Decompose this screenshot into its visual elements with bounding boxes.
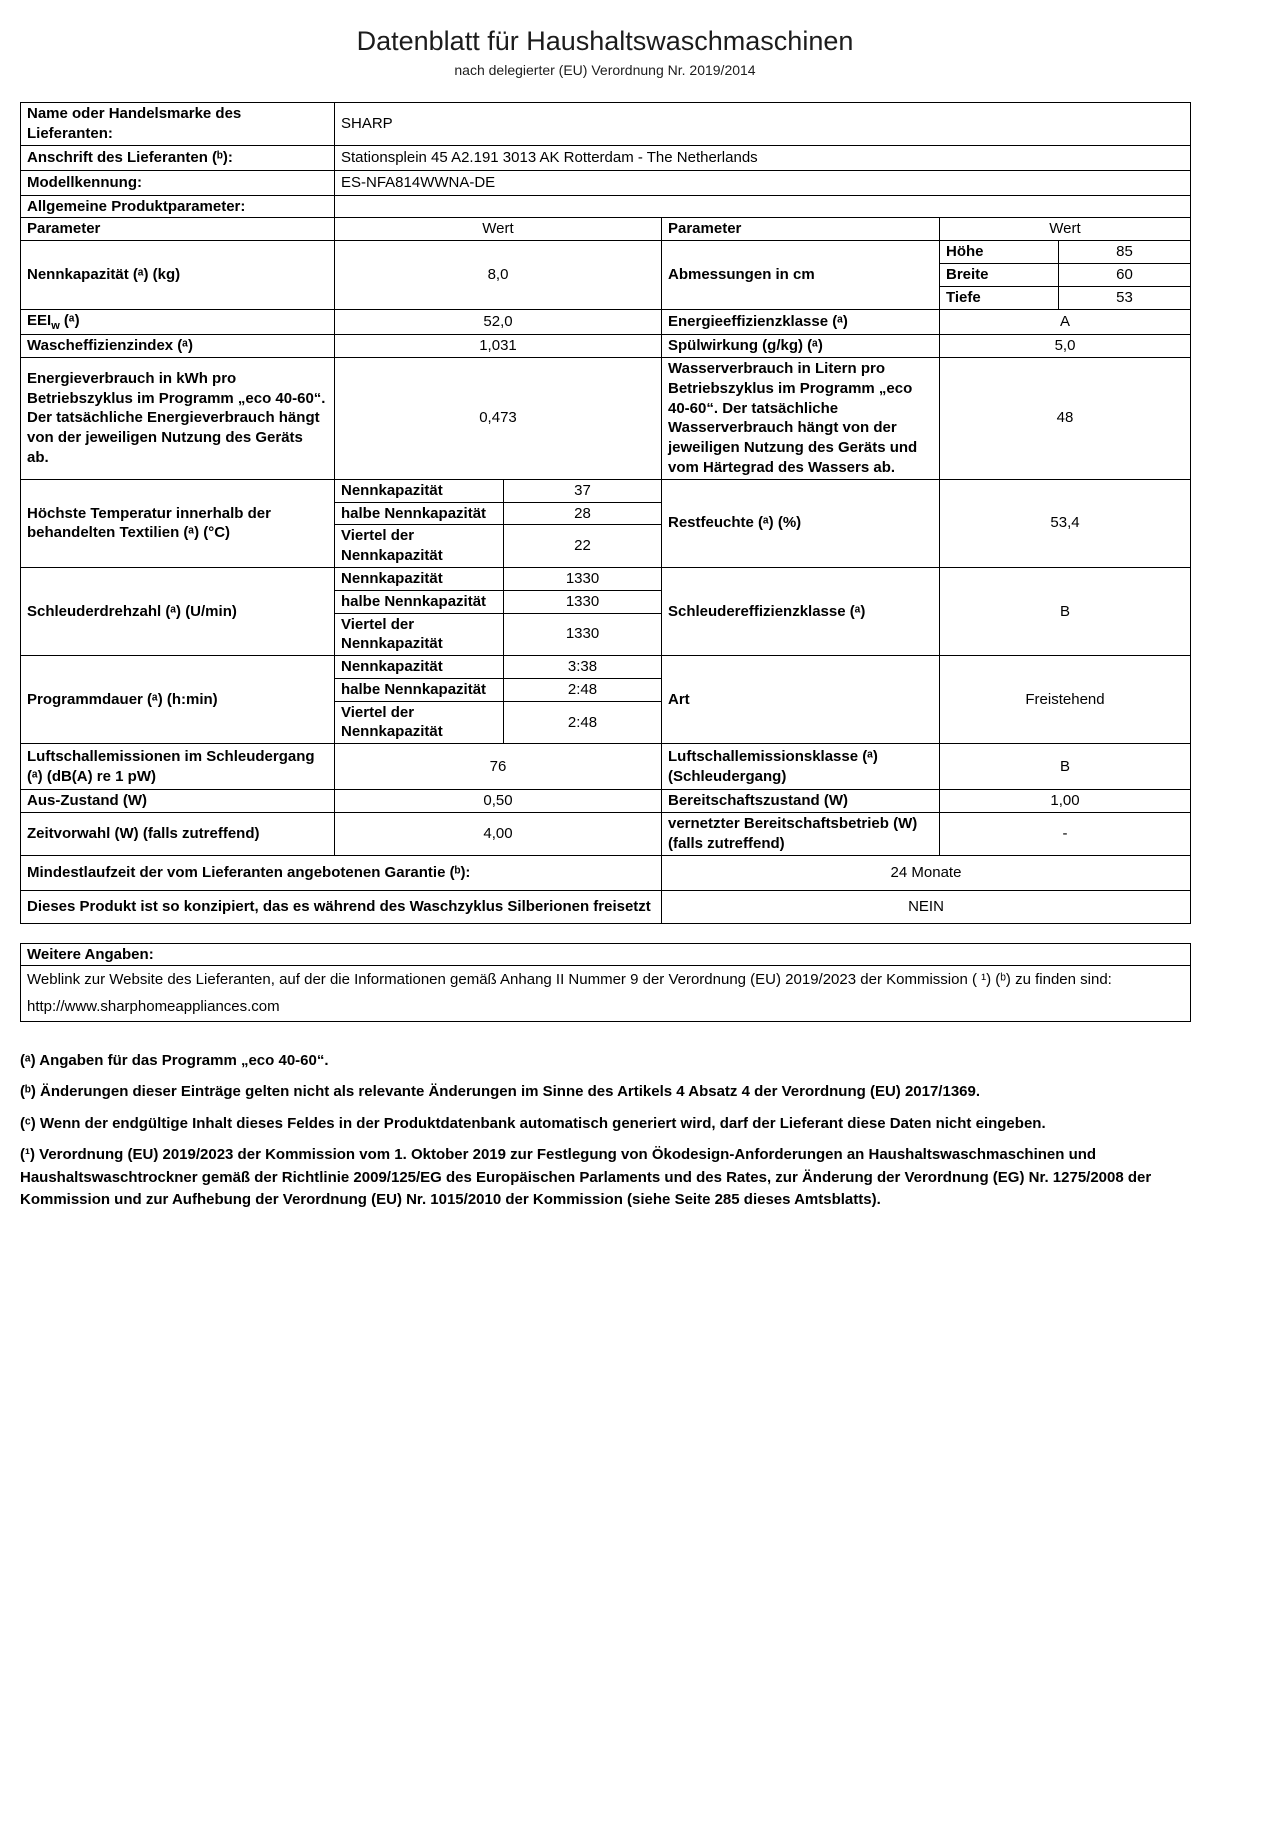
networked-standby-label: vernetzter Bereitschaftsbetrieb (W) (falls zutreffend) bbox=[662, 813, 940, 856]
model-id-value: ES-NFA814WWNA-DE bbox=[335, 170, 1191, 195]
eei-label-subscript: w bbox=[51, 319, 60, 332]
product-parameters-table bbox=[20, 102, 1191, 924]
standby-value: 1,00 bbox=[940, 790, 1191, 813]
wash-index-label: Wascheffizienzindex (ᵃ) bbox=[21, 335, 335, 358]
sub-label: halbe Nennkapazität bbox=[335, 678, 504, 701]
sub-label: Tiefe bbox=[940, 286, 1059, 309]
programme-duration-label: Programmdauer (ᵃ) (h:min) bbox=[21, 656, 335, 744]
table-row bbox=[21, 744, 1191, 790]
column-header-parameter-right: Parameter bbox=[662, 218, 940, 241]
off-mode-label: Aus-Zustand (W) bbox=[21, 790, 335, 813]
footnote-a: (ᵃ) Angaben für das Programm „eco 40-60“. bbox=[20, 1051, 329, 1069]
sub-value: 53 bbox=[1059, 286, 1191, 309]
capacity-label: Nennkapazität (ᵃ) (kg) bbox=[21, 241, 335, 309]
table-row bbox=[21, 890, 1191, 923]
type-value: Freistehend bbox=[940, 656, 1191, 744]
sub-value: 85 bbox=[1059, 241, 1191, 264]
empty-cell bbox=[335, 195, 1191, 218]
off-mode-value: 0,50 bbox=[335, 790, 662, 813]
water-consumption-label: Wasserverbrauch in Litern pro Betriebszyklus im Programm „eco 40-60“. Der tatsächliche Wasserverbrauch hängt von der jeweiligen Nutzung des Geräts und vom Härtegrad des Wassers ab. bbox=[662, 357, 940, 479]
networked-standby-value: - bbox=[940, 813, 1191, 856]
table-row bbox=[21, 335, 1191, 358]
energy-consumption-value: 0,473 bbox=[335, 357, 662, 479]
sub-value: 1330 bbox=[504, 590, 662, 613]
energy-consumption-label: Energieverbrauch in kWh pro Betriebszyklus im Programm „eco 40-60“. Der tatsächliche Energieverbrauch hängt von der jeweiligen Nutzung des Geräts ab. bbox=[21, 357, 335, 479]
sub-label: Viertel der Nennkapazität bbox=[335, 525, 504, 568]
table-row bbox=[21, 241, 1191, 264]
page-subtitle: nach delegierter (EU) Verordnung Nr. 2019/2014 bbox=[454, 62, 756, 79]
table-row bbox=[21, 357, 1191, 479]
wash-index-value: 1,031 bbox=[335, 335, 662, 358]
sub-value: 3:38 bbox=[504, 656, 662, 679]
eei-label-suffix: (ᵃ) bbox=[59, 311, 80, 329]
sub-value: 2:48 bbox=[504, 701, 662, 744]
table-row bbox=[21, 813, 1191, 856]
footnotes-section bbox=[20, 1050, 1205, 1212]
page-title: Datenblatt für Haushaltswaschmaschinen bbox=[356, 26, 854, 56]
noise-class-value: B bbox=[940, 744, 1191, 790]
silver-ions-value: NEIN bbox=[662, 890, 1191, 923]
water-consumption-value: 48 bbox=[940, 357, 1191, 479]
sub-label: Breite bbox=[940, 264, 1059, 287]
spin-class-value: B bbox=[940, 567, 1191, 655]
footnote-regulation: (¹) Verordnung (EU) 2019/2023 der Kommission vom 1. Oktober 2019 zur Festlegung von Ökodesign-Anforderungen an Haushaltswaschmaschinen und Haushaltswaschtrockner gemäß der Richtlinie 2009/125/EG des Europäischen Parlaments und des Rates, zur Änderung der Verordnung (EG) Nr. 1275/2008 der Kommission und zur Aufhebung der Verordnung (EU) Nr. 1015/2010 der Kommission (siehe Seite 285 dieses Amtsblatts). bbox=[20, 1146, 1152, 1209]
sub-value: 2:48 bbox=[504, 678, 662, 701]
sub-value: 60 bbox=[1059, 264, 1191, 287]
general-parameters-label: Allgemeine Produktparameter: bbox=[21, 195, 335, 218]
table-row bbox=[21, 656, 1191, 679]
sub-value: 37 bbox=[504, 479, 662, 502]
weblink-description: Weblink zur Website des Lieferanten, auf der die Informationen gemäß Anhang II Nummer 9 der Verordnung (EU) 2019/2023 der Kommission ( ¹) (ᵇ) zu finden sind: bbox=[27, 971, 1112, 989]
rinse-value: 5,0 bbox=[940, 335, 1191, 358]
eei-label-base: EEI bbox=[27, 311, 52, 329]
eei-label bbox=[21, 309, 335, 335]
noise-value: 76 bbox=[335, 744, 662, 790]
table-row bbox=[21, 103, 1191, 146]
noise-label: Luftschallemissionen im Schleudergang (ᵃ) (dB(A) re 1 pW) bbox=[21, 744, 335, 790]
supplier-weblink-url: http://www.sharphomeappliances.com bbox=[27, 997, 280, 1015]
datasheet-page bbox=[0, 26, 1272, 1826]
table-header-row bbox=[21, 218, 1191, 241]
sub-label: Höhe bbox=[940, 241, 1059, 264]
residual-moisture-value: 53,4 bbox=[940, 479, 1191, 567]
warranty-label: Mindestlaufzeit der vom Lieferanten angebotenen Garantie (ᵇ): bbox=[21, 855, 662, 890]
table-row bbox=[21, 855, 1191, 890]
column-header-wert-left: Wert bbox=[335, 218, 662, 241]
sub-label: Viertel der Nennkapazität bbox=[335, 701, 504, 744]
table-row bbox=[21, 195, 1191, 218]
supplier-address-value: Stationsplein 45 A2.191 3013 AK Rotterdam - The Netherlands bbox=[335, 145, 1191, 170]
eei-value: 52,0 bbox=[335, 309, 662, 335]
column-header-wert-right: Wert bbox=[940, 218, 1191, 241]
table-row bbox=[21, 567, 1191, 590]
table-row bbox=[21, 145, 1191, 170]
supplier-name-value: SHARP bbox=[335, 103, 1191, 146]
sub-label: halbe Nennkapazität bbox=[335, 502, 504, 525]
sub-label: halbe Nennkapazität bbox=[335, 590, 504, 613]
sub-label: Nennkapazität bbox=[335, 656, 504, 679]
supplier-name-label: Name oder Handelsmarke des Lieferanten: bbox=[21, 103, 335, 146]
table-row bbox=[21, 790, 1191, 813]
table-row bbox=[21, 309, 1191, 335]
table-row bbox=[21, 966, 1191, 1022]
model-id-label: Modellkennung: bbox=[21, 170, 335, 195]
silver-ions-label: Dieses Produkt ist so konzipiert, das es während des Waschzyklus Silberionen freisetzt bbox=[21, 890, 662, 923]
further-info-heading: Weitere Angaben: bbox=[21, 943, 1191, 966]
sub-label: Nennkapazität bbox=[335, 479, 504, 502]
table-row bbox=[21, 170, 1191, 195]
type-label: Art bbox=[662, 656, 940, 744]
column-header-parameter-left: Parameter bbox=[21, 218, 335, 241]
delay-start-value: 4,00 bbox=[335, 813, 662, 856]
title-block bbox=[20, 26, 1190, 78]
footnote-c: (ᶜ) Wenn der endgültige Inhalt dieses Feldes in der Produktdatenbank automatisch generiert wird, darf der Lieferant diese Daten nicht eingeben. bbox=[20, 1114, 1046, 1132]
spin-class-label: Schleudereffizienzklasse (ᵃ) bbox=[662, 567, 940, 655]
further-information-table bbox=[20, 943, 1191, 1022]
weblink-cell bbox=[21, 966, 1191, 1022]
dimensions-label: Abmessungen in cm bbox=[662, 241, 940, 309]
noise-class-label: Luftschallemissionsklasse (ᵃ) (Schleudergang) bbox=[662, 744, 940, 790]
sub-value: 28 bbox=[504, 502, 662, 525]
sub-value: 22 bbox=[504, 525, 662, 568]
energy-class-label: Energieeffizienzklasse (ᵃ) bbox=[662, 309, 940, 335]
warranty-value: 24 Monate bbox=[662, 855, 1191, 890]
footnote-b: (ᵇ) Änderungen dieser Einträge gelten nicht als relevante Änderungen im Sinne des Artikels 4 Absatz 4 der Verordnung (EU) 2017/1369. bbox=[20, 1083, 981, 1101]
sub-label: Nennkapazität bbox=[335, 567, 504, 590]
table-row bbox=[21, 943, 1191, 966]
residual-moisture-label: Restfeuchte (ᵃ) (%) bbox=[662, 479, 940, 567]
delay-start-label: Zeitvorwahl (W) (falls zutreffend) bbox=[21, 813, 335, 856]
standby-label: Bereitschaftszustand (W) bbox=[662, 790, 940, 813]
sub-value: 1330 bbox=[504, 567, 662, 590]
rinse-label: Spülwirkung (g/kg) (ᵃ) bbox=[662, 335, 940, 358]
energy-class-value: A bbox=[940, 309, 1191, 335]
spin-speed-label: Schleuderdrehzahl (ᵃ) (U/min) bbox=[21, 567, 335, 655]
max-temperature-label: Höchste Temperatur innerhalb der behandelten Textilien (ᵃ) (°C) bbox=[21, 479, 335, 567]
table-row bbox=[21, 479, 1191, 502]
sub-label: Viertel der Nennkapazität bbox=[335, 613, 504, 656]
capacity-value: 8,0 bbox=[335, 241, 662, 309]
sub-value: 1330 bbox=[504, 613, 662, 656]
supplier-address-label: Anschrift des Lieferanten (ᵇ): bbox=[21, 145, 335, 170]
